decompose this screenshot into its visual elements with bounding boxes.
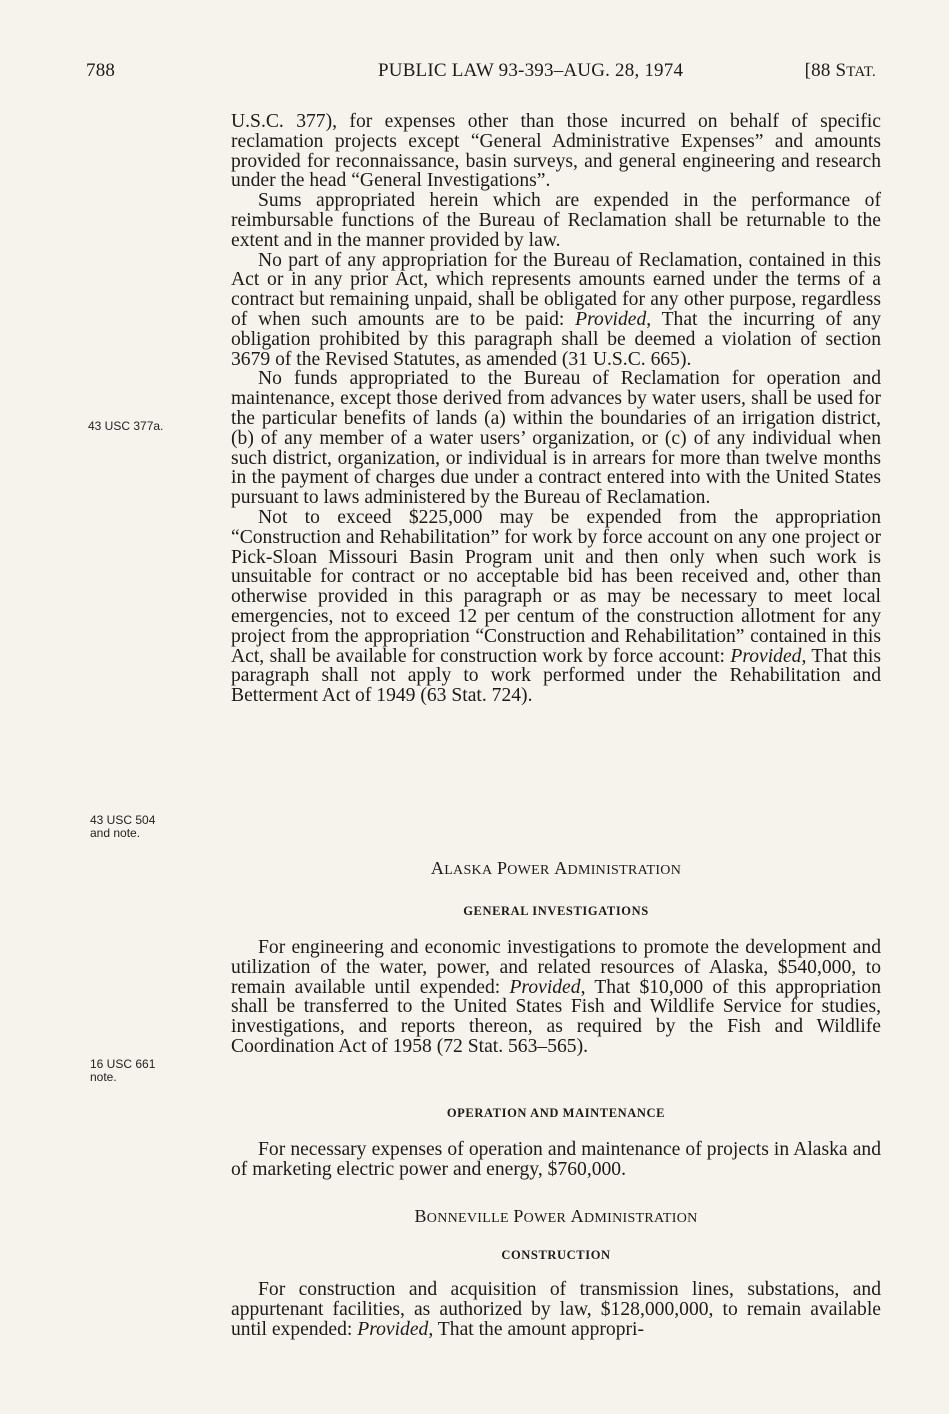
- paragraph: [231, 112, 881, 191]
- paragraph-text: Not to exceed $225,000 may be expended from the appropriation “Construction and Rehabilitation” for work by force account on any one project or Pick-Sloan Missouri Basin Program unit and then only when such work is unsuitable for contract or no acceptable bid has been received and, other than otherwise provided in this paragraph or as may be necessary to meet local emergencies, not to exceed 12 per centum of the construction allotment for any project from the appropriation “Construction and Rehabilitation” contained in this Act, shall be available for construction work by force account:: [231, 506, 881, 667]
- proviso-italic: Provided: [730, 645, 802, 667]
- body-block-alaska-investigations: [231, 938, 881, 1057]
- paragraph-text: Sums appropriated herein which are expended in the performance of reimbursable functions of the Bureau of Reclamation shall be returnable to the extent and in the manner provided by law.: [231, 190, 881, 251]
- body-block-reclamation: [231, 112, 881, 706]
- paragraph: [231, 938, 881, 1057]
- page-number: 788: [86, 60, 116, 81]
- paragraph-text: For construction and acquisition of transmission lines, substations, and appurtenant facilities, as authorized by law, $128,000,000, to remain available until expended:: [231, 1279, 881, 1340]
- margin-note-text: 16 USC 661: [90, 1057, 156, 1071]
- margin-note-text: and note.: [90, 826, 141, 840]
- heading-cap: B: [414, 1206, 427, 1226]
- margin-note-text: note.: [90, 1070, 117, 1084]
- heading-smallcaps: OWER: [523, 1211, 567, 1226]
- proviso-italic: Provided: [575, 308, 647, 330]
- section-heading-bonneville: [231, 1206, 881, 1227]
- proviso-italic: Provided: [357, 1318, 429, 1340]
- heading-cap: A: [430, 858, 445, 878]
- heading-cap: P: [513, 1206, 524, 1226]
- body-block-bonneville-construction: [231, 1280, 881, 1339]
- heading-cap: P: [496, 858, 508, 878]
- margin-note: [88, 420, 163, 433]
- heading-smallcaps: ONNEVILLE: [426, 1211, 509, 1226]
- paragraph: [231, 251, 881, 370]
- heading-cap: A: [554, 858, 568, 878]
- margin-note-text: 43 USC 504: [90, 813, 156, 827]
- subheading-construction: CONSTRUCTION: [501, 1248, 611, 1262]
- heading-smallcaps: DMINISTRATION: [583, 1211, 698, 1226]
- margin-note-text: 43 USC 377a.: [88, 419, 164, 433]
- heading-cap: A: [570, 1206, 584, 1226]
- paragraph: [231, 1280, 881, 1339]
- proviso-italic: Provided: [509, 976, 581, 998]
- paragraph-text: U.S.C. 377), for expenses other than those incurred on behalf of specific reclamation projects except “General Administrative Expenses” and amounts provided for reconnaissance, basin surveys, and general engineering and research under the head “General Investigations”.: [231, 111, 881, 192]
- subheading-general-investigations: GENERAL INVESTIGATIONS: [463, 904, 649, 918]
- statute-reference: [805, 60, 876, 82]
- statute-suffix: TAT.: [846, 64, 876, 80]
- paragraph-text: , That the incurring of any obligation prohibited by this paragraph shall be deemed a violation of section 3679 of the Revised Statutes, as amended (31 U.S.C. 665).: [231, 308, 881, 370]
- heading-smallcaps: LASKA: [444, 863, 493, 878]
- paragraph-text: , That this paragraph shall not apply to work performed under the Rehabilitation and Betterment Act of 1949 (63 Stat. 724).: [231, 645, 882, 707]
- paragraph: [231, 191, 881, 250]
- running-header: [86, 60, 876, 86]
- paragraph-text: No funds appropriated to the Bureau of Reclamation for operation and maintenance, except those derived from advances by water users, shall be used for the particular benefits of lands (a) within the boundaries of an irrigation district, (b) of any member of a water users’ organization, or (c) of any individual when such district, organization, or individual is in arrears for more than twelve months in the payment of charges due under a contract entered into with the United States pursuant to laws administered by the Bureau of Reclamation.: [231, 368, 881, 509]
- paragraph-text: No part of any appropriation for the Bureau of Reclamation, contained in this Act or in any prior Act, which represents amounts earned under the terms of a contract but remaining unpaid, shall be obligated for any other purpose, regardless of when such amounts are to be paid:: [231, 249, 881, 330]
- paragraph-text: For necessary expenses of operation and maintenance of projects in Alaska and of marketing electric power and energy, $760,000.: [231, 1139, 881, 1180]
- statute-prefix: [88 S: [804, 60, 847, 81]
- paragraph: [231, 1140, 881, 1180]
- heading-smallcaps: OWER: [507, 863, 550, 878]
- paragraph-text: For engineering and economic investigations to promote the development and utilization of the water, power, and related resources of Alaska, $540,000, to remain available until expended:: [231, 937, 881, 998]
- heading-smallcaps: DMINISTRATION: [567, 863, 682, 878]
- body-block-alaska-operation: [231, 1140, 881, 1180]
- paragraph: [231, 369, 881, 508]
- margin-note: [90, 814, 155, 840]
- paragraph-text: , That $10,000 of this appropriation shall be transferred to the United States Fish and Wildlife Service for studies, investigations, and reports thereon, as required by the Fish and Wildlife Coordination Act of 1958 (72 Stat. 563–565).: [231, 976, 881, 1057]
- margin-note: [90, 1058, 155, 1084]
- paragraph-text: , That the amount appropri-: [428, 1318, 645, 1340]
- paragraph: [231, 508, 881, 706]
- section-heading-alaska: [231, 858, 881, 879]
- page-title: PUBLIC LAW 93-393–AUG. 28, 1974: [378, 60, 684, 81]
- subheading-operation-maintenance: OPERATION AND MAINTENANCE: [446, 1106, 666, 1120]
